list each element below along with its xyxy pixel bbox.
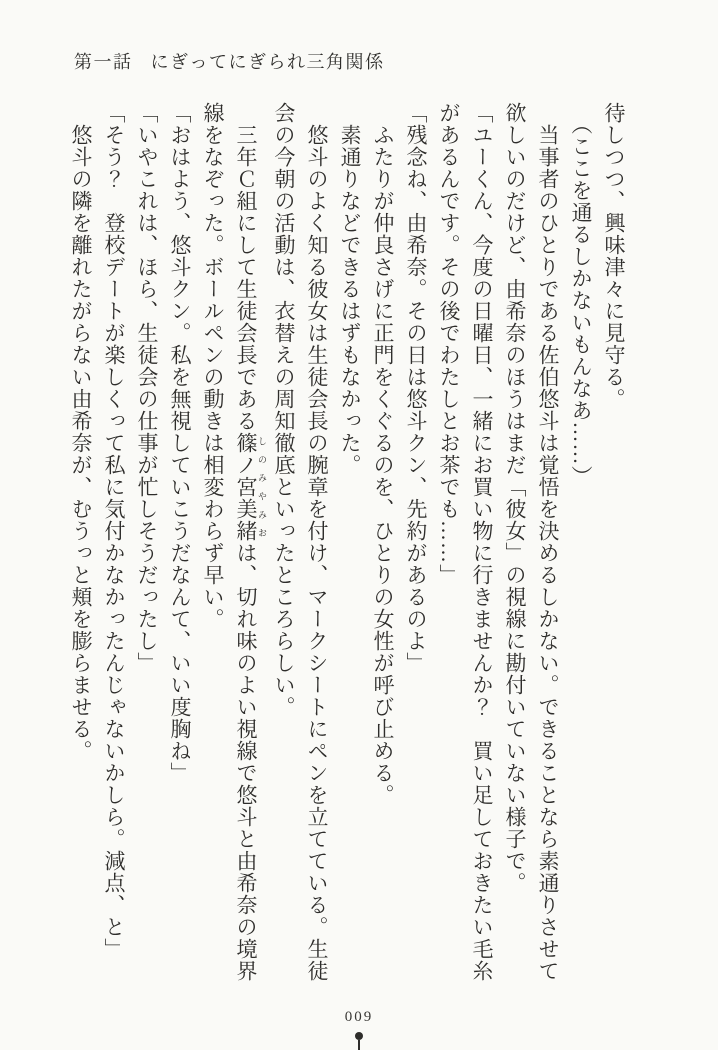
page-footer xyxy=(0,1009,718,1050)
text-column: 悠斗のよく知る彼女は生徒会長の腕章を付け、マークシートにペンを立てている。生徒 xyxy=(305,102,329,982)
text-column: 欲しいのだけど、由希奈のほうはまだ「彼女」の視線に勘付いていない様子で。 xyxy=(503,102,527,894)
text-column: 当事者のひとりである佐伯悠斗は覚悟を決めるしかない。できることなら素通りさせて xyxy=(536,102,560,982)
text-column: 線をなぞった。ボールペンの動きは相変わらず早い。 xyxy=(201,102,225,630)
ruby-annotated-name: 篠ノ宮美緒 しのみやみお xyxy=(234,432,267,542)
text-column: 「残念ね、由希奈。その日は悠斗クン、先約があるのよ」 xyxy=(404,102,428,674)
footer-stem-marker xyxy=(358,1040,360,1050)
text-column: （ここを通るしかないもんなあ……） xyxy=(569,102,593,488)
text-column: 「ユーくん、今度の日曜日、一緒にお買い物に行きませんか？ 買い足しておきたい毛糸 xyxy=(470,102,494,982)
chapter-header xyxy=(74,48,385,74)
page-body-text xyxy=(69,102,630,1017)
chapter-number: 第一話 xyxy=(74,52,133,72)
text-column: 待しつつ、興味津々に見守る。 xyxy=(602,102,626,410)
text-column: 「いやこれは、ほら、生徒会の仕事が忙しそうだったし」 xyxy=(135,102,159,674)
text-column: 「そう？ 登校デートが楽しくって私に気付かなかったんじゃないかしら。減点、と」 xyxy=(102,102,126,960)
footer-dot-marker xyxy=(355,1032,363,1040)
text-column: 素通りなどできるはずもなかった。 xyxy=(338,102,362,476)
chapter-title: にぎってにぎられ三角関係 xyxy=(150,52,385,72)
page-number: 009 xyxy=(344,1009,374,1025)
text-column: 悠斗の隣を離れたがらない由希奈が、むうっと頬を膨らませる。 xyxy=(69,102,93,762)
text-column: 「おはよう、悠斗クン。私を無視していこうだなんて、いい度胸ね」 xyxy=(168,102,192,784)
text-column: 三年Ｃ組にして生徒会長である篠ノ宮美緒 しのみやみおは、切れ味のよい視線で悠斗と由希奈の境界 xyxy=(234,102,267,982)
text-column: があるんです。その後でわたしとお茶でも……」 xyxy=(437,102,461,586)
text-column: ふたりが仲良さげに正門をくぐるのを、ひとりの女性が呼び止める。 xyxy=(371,102,395,806)
text-column: 会の今朝の活動は、衣替えの周知徹底といったところらしい。 xyxy=(272,102,296,718)
